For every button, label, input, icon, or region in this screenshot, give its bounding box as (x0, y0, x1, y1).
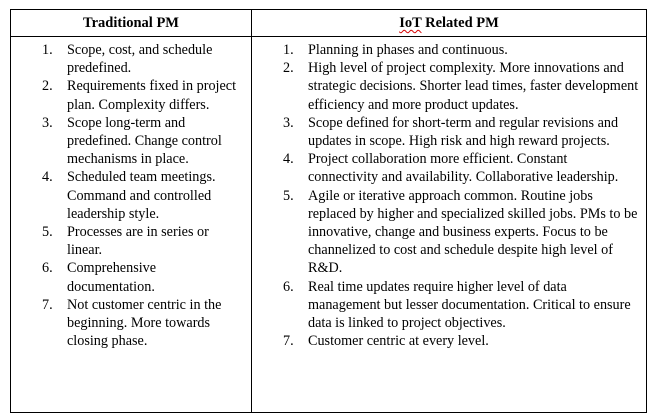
list-item (11, 41, 251, 77)
list-item-number: 7. (283, 333, 294, 350)
list-item-text: Not customer centric in the beginning. More towards closing phase. (67, 296, 222, 350)
list-item-number: 2. (283, 60, 294, 77)
comparison-table (10, 9, 647, 413)
list-item-text: Processes are in series or linear. (67, 224, 209, 259)
header-iot-related-pm (252, 10, 647, 37)
list-item-text: Scope long-term and predefined. Change control mechanisms in place. (67, 114, 222, 168)
list-item-number: 3. (42, 114, 53, 131)
list-item (252, 150, 646, 186)
list-item (252, 114, 646, 150)
list-item (252, 41, 646, 59)
list-item-text: Scope defined for short-term and regular revisions and updates in scope. High risk and high reward projects. (308, 114, 619, 150)
list-item-number: 6. (283, 278, 294, 295)
list-item (252, 59, 646, 114)
list-item-number: 7. (42, 296, 53, 313)
traditional-pm-list (11, 41, 251, 350)
list-item (11, 296, 251, 351)
header-traditional-pm: Traditional PM (11, 10, 252, 37)
content-row (11, 37, 647, 413)
iot-related-pm-list (252, 41, 646, 350)
list-item-text: High level of project complexity. More innovations and strategic decisions. Shorter lead times, faster development efficiency and more product updates. (308, 60, 639, 113)
list-item-number: 6. (42, 260, 53, 277)
traditional-pm-cell (11, 37, 252, 413)
list-item (11, 114, 251, 169)
iot-related-pm-cell (252, 37, 647, 413)
header-related-pm-word: Related PM (421, 15, 499, 31)
list-item-number: 1. (283, 42, 294, 58)
header-iot-word: IoT (399, 15, 422, 31)
list-item-text: Scheduled team meetings. Command and controlled leadership style. (67, 169, 216, 222)
list-item-number: 1. (42, 42, 53, 58)
list-item (11, 168, 251, 223)
list-item-text: Agile or iterative approach common. Routine jobs replaced by higher and specialized skilled jobs. PMs to be innovative, change and business experts. Focus to be channelized to cost and schedule despite high level of R&D. (308, 187, 638, 277)
list-item-number: 2. (42, 78, 53, 95)
header-row (11, 10, 647, 37)
list-item (11, 77, 251, 113)
list-item-text: Scope, cost, and schedule predefined. (67, 42, 213, 77)
list-item (252, 187, 646, 278)
list-item-number: 5. (42, 224, 53, 241)
list-item-text: Real time updates require higher level of data management but lesser documentation. Critical to ensure data is linked to project objectives. (308, 278, 631, 332)
list-item-number: 4. (42, 169, 53, 186)
list-item (252, 332, 646, 350)
list-item-number: 3. (283, 114, 294, 131)
list-item-text: Customer centric at every level. (308, 333, 489, 350)
list-item-text: Comprehensive documentation. (67, 260, 157, 295)
list-item (252, 278, 646, 333)
list-item-text: Project collaboration more efficient. Constant connectivity and availability. Collaborative leadership. (308, 151, 619, 186)
list-item-text: Planning in phases and continuous. (308, 42, 508, 58)
list-item-number: 4. (283, 151, 294, 168)
list-item (11, 223, 251, 259)
list-item-number: 5. (283, 187, 294, 204)
list-item-text: Requirements fixed in project plan. Complexity differs. (67, 78, 237, 113)
list-item (11, 259, 251, 295)
